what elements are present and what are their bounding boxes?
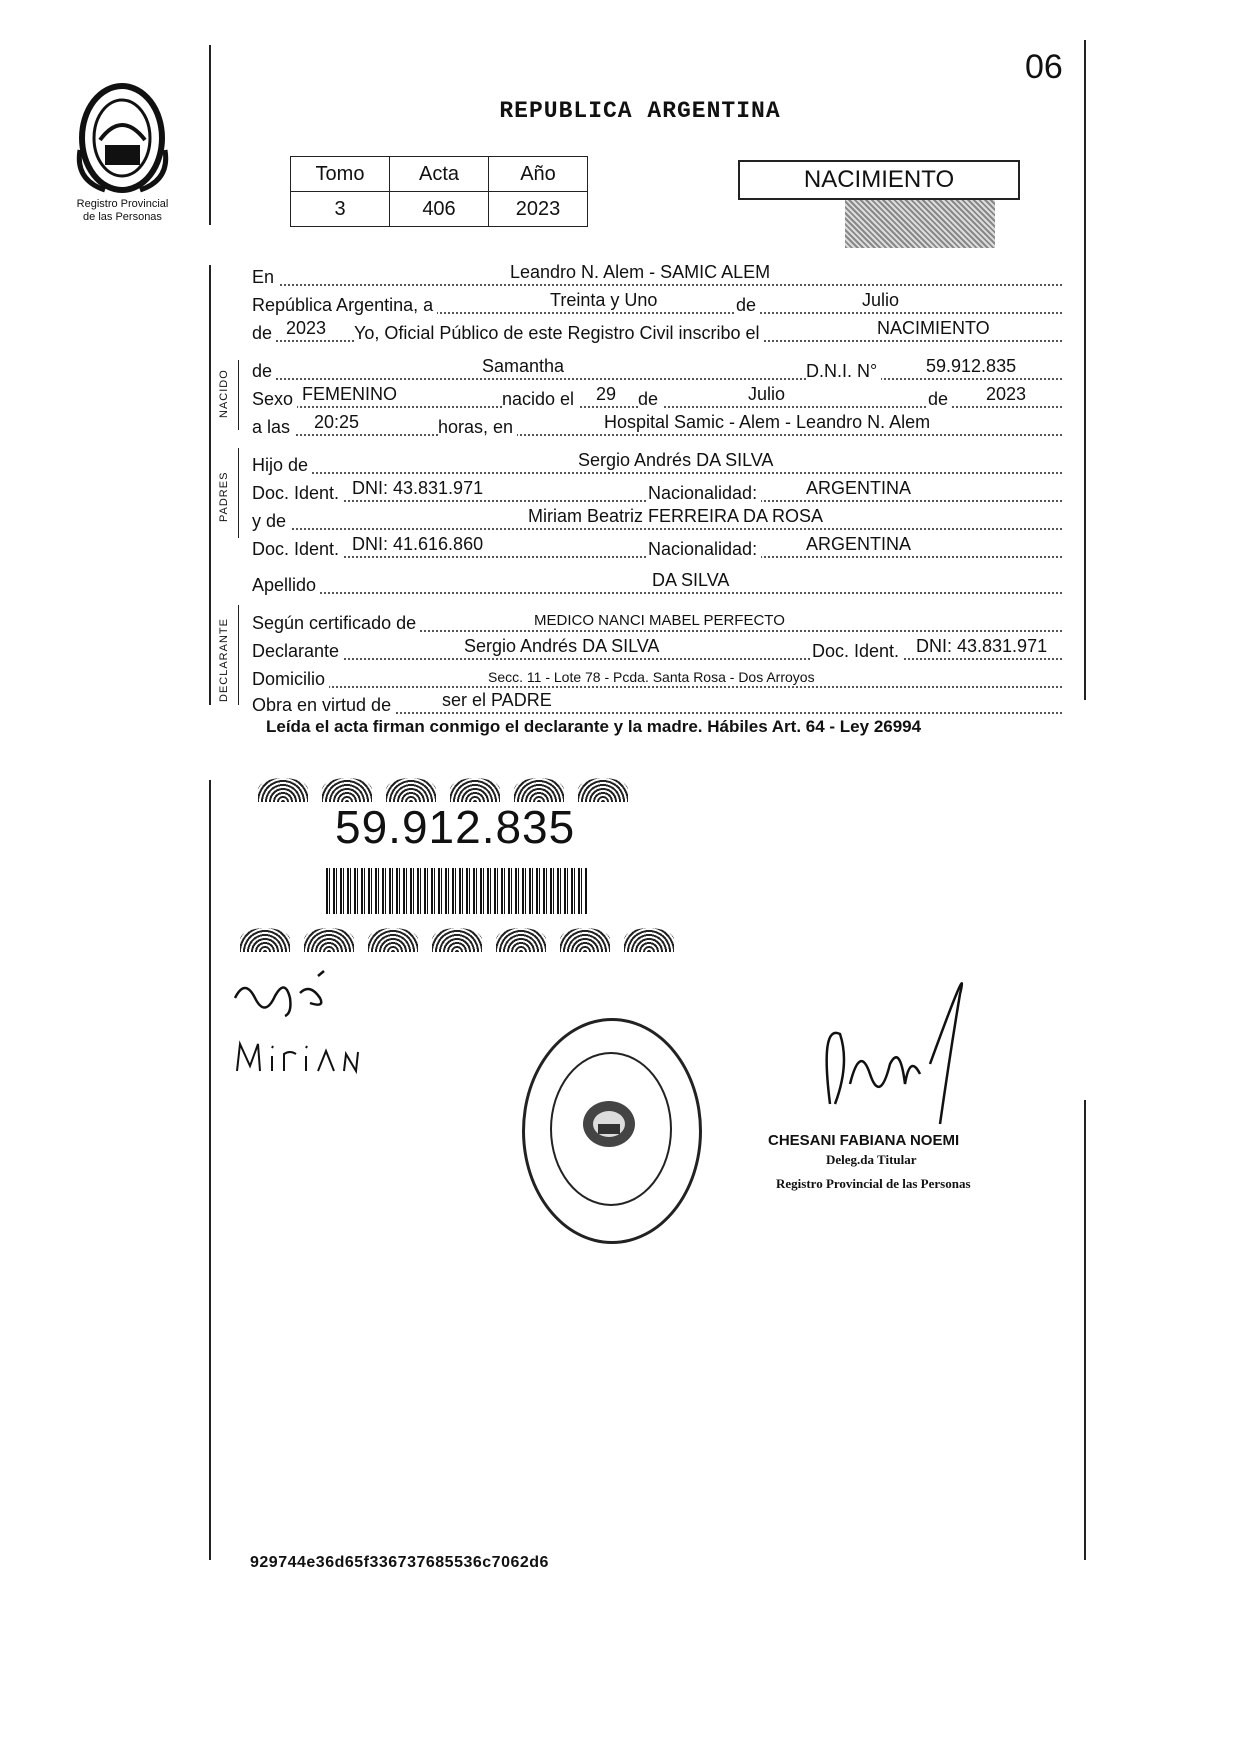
birth-place: Hospital Samic - Alem - Leandro N. Alem bbox=[604, 412, 931, 432]
field-row-declarant bbox=[252, 636, 1062, 660]
fingerprint-strip bbox=[258, 778, 628, 802]
declarant-doc: DNI: 43.831.971 bbox=[916, 636, 1048, 656]
certificate-by: MEDICO NANCI MABEL PERFECTO bbox=[534, 612, 785, 629]
field-label: de bbox=[252, 323, 276, 344]
mother-name: Miriam Beatriz FERREIRA DA ROSA bbox=[528, 506, 824, 526]
fingerprint-icon bbox=[514, 778, 564, 802]
fingerprint-icon bbox=[240, 928, 290, 952]
year: 2023 bbox=[286, 318, 327, 338]
field-label: de bbox=[928, 389, 952, 410]
logo-caption-line: Registro Provincial bbox=[76, 198, 169, 210]
field-label: horas, en bbox=[438, 417, 517, 438]
fingerprint-icon bbox=[258, 778, 308, 802]
field-row-date bbox=[252, 290, 1062, 314]
field-row-obra bbox=[252, 690, 1062, 714]
field-row-mother-doc bbox=[252, 534, 1062, 558]
declarant-capacity: ser el PADRE bbox=[442, 690, 552, 710]
birth-time: 20:25 bbox=[314, 412, 360, 432]
field-row-name bbox=[252, 356, 1062, 380]
field-label: Doc. Ident. bbox=[252, 483, 343, 504]
day-in-words: Treinta y Uno bbox=[550, 290, 658, 310]
mother-doc: DNI: 41.616.860 bbox=[352, 534, 484, 554]
field-label: nacido el bbox=[502, 389, 578, 410]
field-label: Sexo bbox=[252, 389, 297, 410]
logo-caption-line: de las Personas bbox=[83, 211, 162, 223]
field-label: Según certificado de bbox=[252, 613, 420, 634]
field-label: de bbox=[736, 295, 760, 316]
father-nationality: ARGENTINA bbox=[806, 478, 912, 498]
table-header: Acta bbox=[390, 157, 489, 192]
act-type-box: NACIMIENTO bbox=[738, 160, 1020, 200]
field-label: de bbox=[638, 389, 662, 410]
dni-number-large: 59.912.835 bbox=[335, 801, 576, 853]
fingerprint-strip bbox=[240, 928, 674, 952]
document-hash: 929744e36d65f336737685536c7062d6 bbox=[250, 1554, 549, 1571]
table-cell: 3 bbox=[291, 192, 390, 227]
father-name: Sergio Andrés DA SILVA bbox=[578, 450, 774, 470]
document-title: REPUBLICA ARGENTINA bbox=[499, 98, 781, 124]
fingerprint-icon bbox=[386, 778, 436, 802]
official-signature bbox=[810, 964, 990, 1139]
fingerprint-icon bbox=[432, 928, 482, 952]
logo-caption bbox=[50, 198, 195, 224]
field-label: República Argentina, a bbox=[252, 295, 437, 316]
barcode bbox=[326, 868, 588, 914]
father-signature bbox=[230, 968, 340, 1026]
field-label: Apellido bbox=[252, 575, 320, 596]
field-row-address bbox=[252, 664, 1062, 688]
table-header: Año bbox=[489, 157, 588, 192]
field-label: Domicilio bbox=[252, 669, 329, 690]
field-label: a las bbox=[252, 417, 294, 438]
section-divider bbox=[238, 360, 239, 430]
table-cell: 2023 bbox=[489, 192, 588, 227]
field-label: Doc. Ident. bbox=[252, 539, 343, 560]
fingerprint-icon bbox=[496, 928, 546, 952]
fingerprint-icon bbox=[322, 778, 372, 802]
field-label: D.N.I. N° bbox=[806, 361, 881, 382]
left-margin-line bbox=[209, 45, 211, 225]
right-margin-line bbox=[1084, 40, 1086, 700]
field-row-father bbox=[252, 450, 1062, 474]
birth-day: 29 bbox=[596, 384, 617, 404]
month: Julio bbox=[862, 290, 900, 310]
right-margin-line bbox=[1084, 1100, 1086, 1560]
place-of-registration: Leandro N. Alem - SAMIC ALEM bbox=[510, 262, 771, 282]
page-number: 06 bbox=[1025, 48, 1063, 86]
fingerprint-icon bbox=[624, 928, 674, 952]
field-label: Doc. Ident. bbox=[812, 641, 903, 662]
birth-month: Julio bbox=[748, 384, 786, 404]
section-divider bbox=[238, 605, 239, 705]
field-row-place bbox=[252, 262, 1062, 286]
section-label-padres: PADRES bbox=[218, 471, 230, 522]
seal-emblem-icon bbox=[580, 1098, 638, 1155]
field-label: En bbox=[252, 267, 278, 288]
official-organization: Registro Provincial de las Personas bbox=[776, 1176, 971, 1191]
section-label-declarante: DECLARANTE bbox=[218, 618, 230, 702]
sex: FEMENINO bbox=[302, 384, 398, 404]
field-label: de bbox=[252, 361, 276, 382]
field-label: y de bbox=[252, 511, 290, 532]
field-row-mother bbox=[252, 506, 1062, 530]
table-cell: 406 bbox=[390, 192, 489, 227]
inscription-type: NACIMIENTO bbox=[877, 318, 990, 338]
field-row-time bbox=[252, 412, 1062, 436]
closing-notice: Leída el acta firman conmigo el declarante y la madre. Hábiles Art. 64 - Ley 26994 bbox=[266, 717, 922, 736]
official-statement: Yo, Oficial Público de este Registro Civil inscribo el bbox=[354, 323, 764, 344]
fingerprint-icon bbox=[578, 778, 628, 802]
field-row-surname bbox=[252, 570, 1062, 594]
declarant-address: Secc. 11 - Lote 78 - Pcda. Santa Rosa - Dos Arroyos bbox=[488, 669, 815, 685]
declarant-name: Sergio Andrés DA SILVA bbox=[464, 636, 660, 656]
field-label: Declarante bbox=[252, 641, 343, 662]
left-margin-line bbox=[209, 265, 211, 705]
official-name: CHESANI FABIANA NOEMI bbox=[768, 1132, 960, 1149]
section-divider bbox=[238, 448, 239, 538]
serial-stamp bbox=[845, 200, 995, 248]
fingerprint-icon bbox=[304, 928, 354, 952]
field-row-birth bbox=[252, 384, 1062, 408]
left-margin-line bbox=[209, 780, 211, 1560]
field-row-certificate bbox=[252, 608, 1062, 632]
field-row-year bbox=[252, 318, 1062, 342]
official-role: Deleg.da Titular bbox=[826, 1152, 917, 1167]
field-label: Obra en virtud de bbox=[252, 695, 395, 716]
mother-nationality: ARGENTINA bbox=[806, 534, 912, 554]
field-label: Hijo de bbox=[252, 455, 312, 476]
fingerprint-icon bbox=[368, 928, 418, 952]
section-label-nacido: NACIDO bbox=[218, 369, 230, 418]
fingerprint-icon bbox=[450, 778, 500, 802]
surname: DA SILVA bbox=[652, 570, 730, 590]
table-header: Tomo bbox=[291, 157, 390, 192]
mother-signature bbox=[232, 1036, 362, 1081]
child-dni: 59.912.835 bbox=[926, 356, 1017, 376]
field-label: Nacionalidad: bbox=[648, 483, 761, 504]
field-row-father-doc bbox=[252, 478, 1062, 502]
fingerprint-icon bbox=[560, 928, 610, 952]
birth-year: 2023 bbox=[986, 384, 1027, 404]
child-name: Samantha bbox=[482, 356, 565, 376]
field-label: Nacionalidad: bbox=[648, 539, 761, 560]
reference-table bbox=[290, 156, 588, 227]
father-doc: DNI: 43.831.971 bbox=[352, 478, 484, 498]
